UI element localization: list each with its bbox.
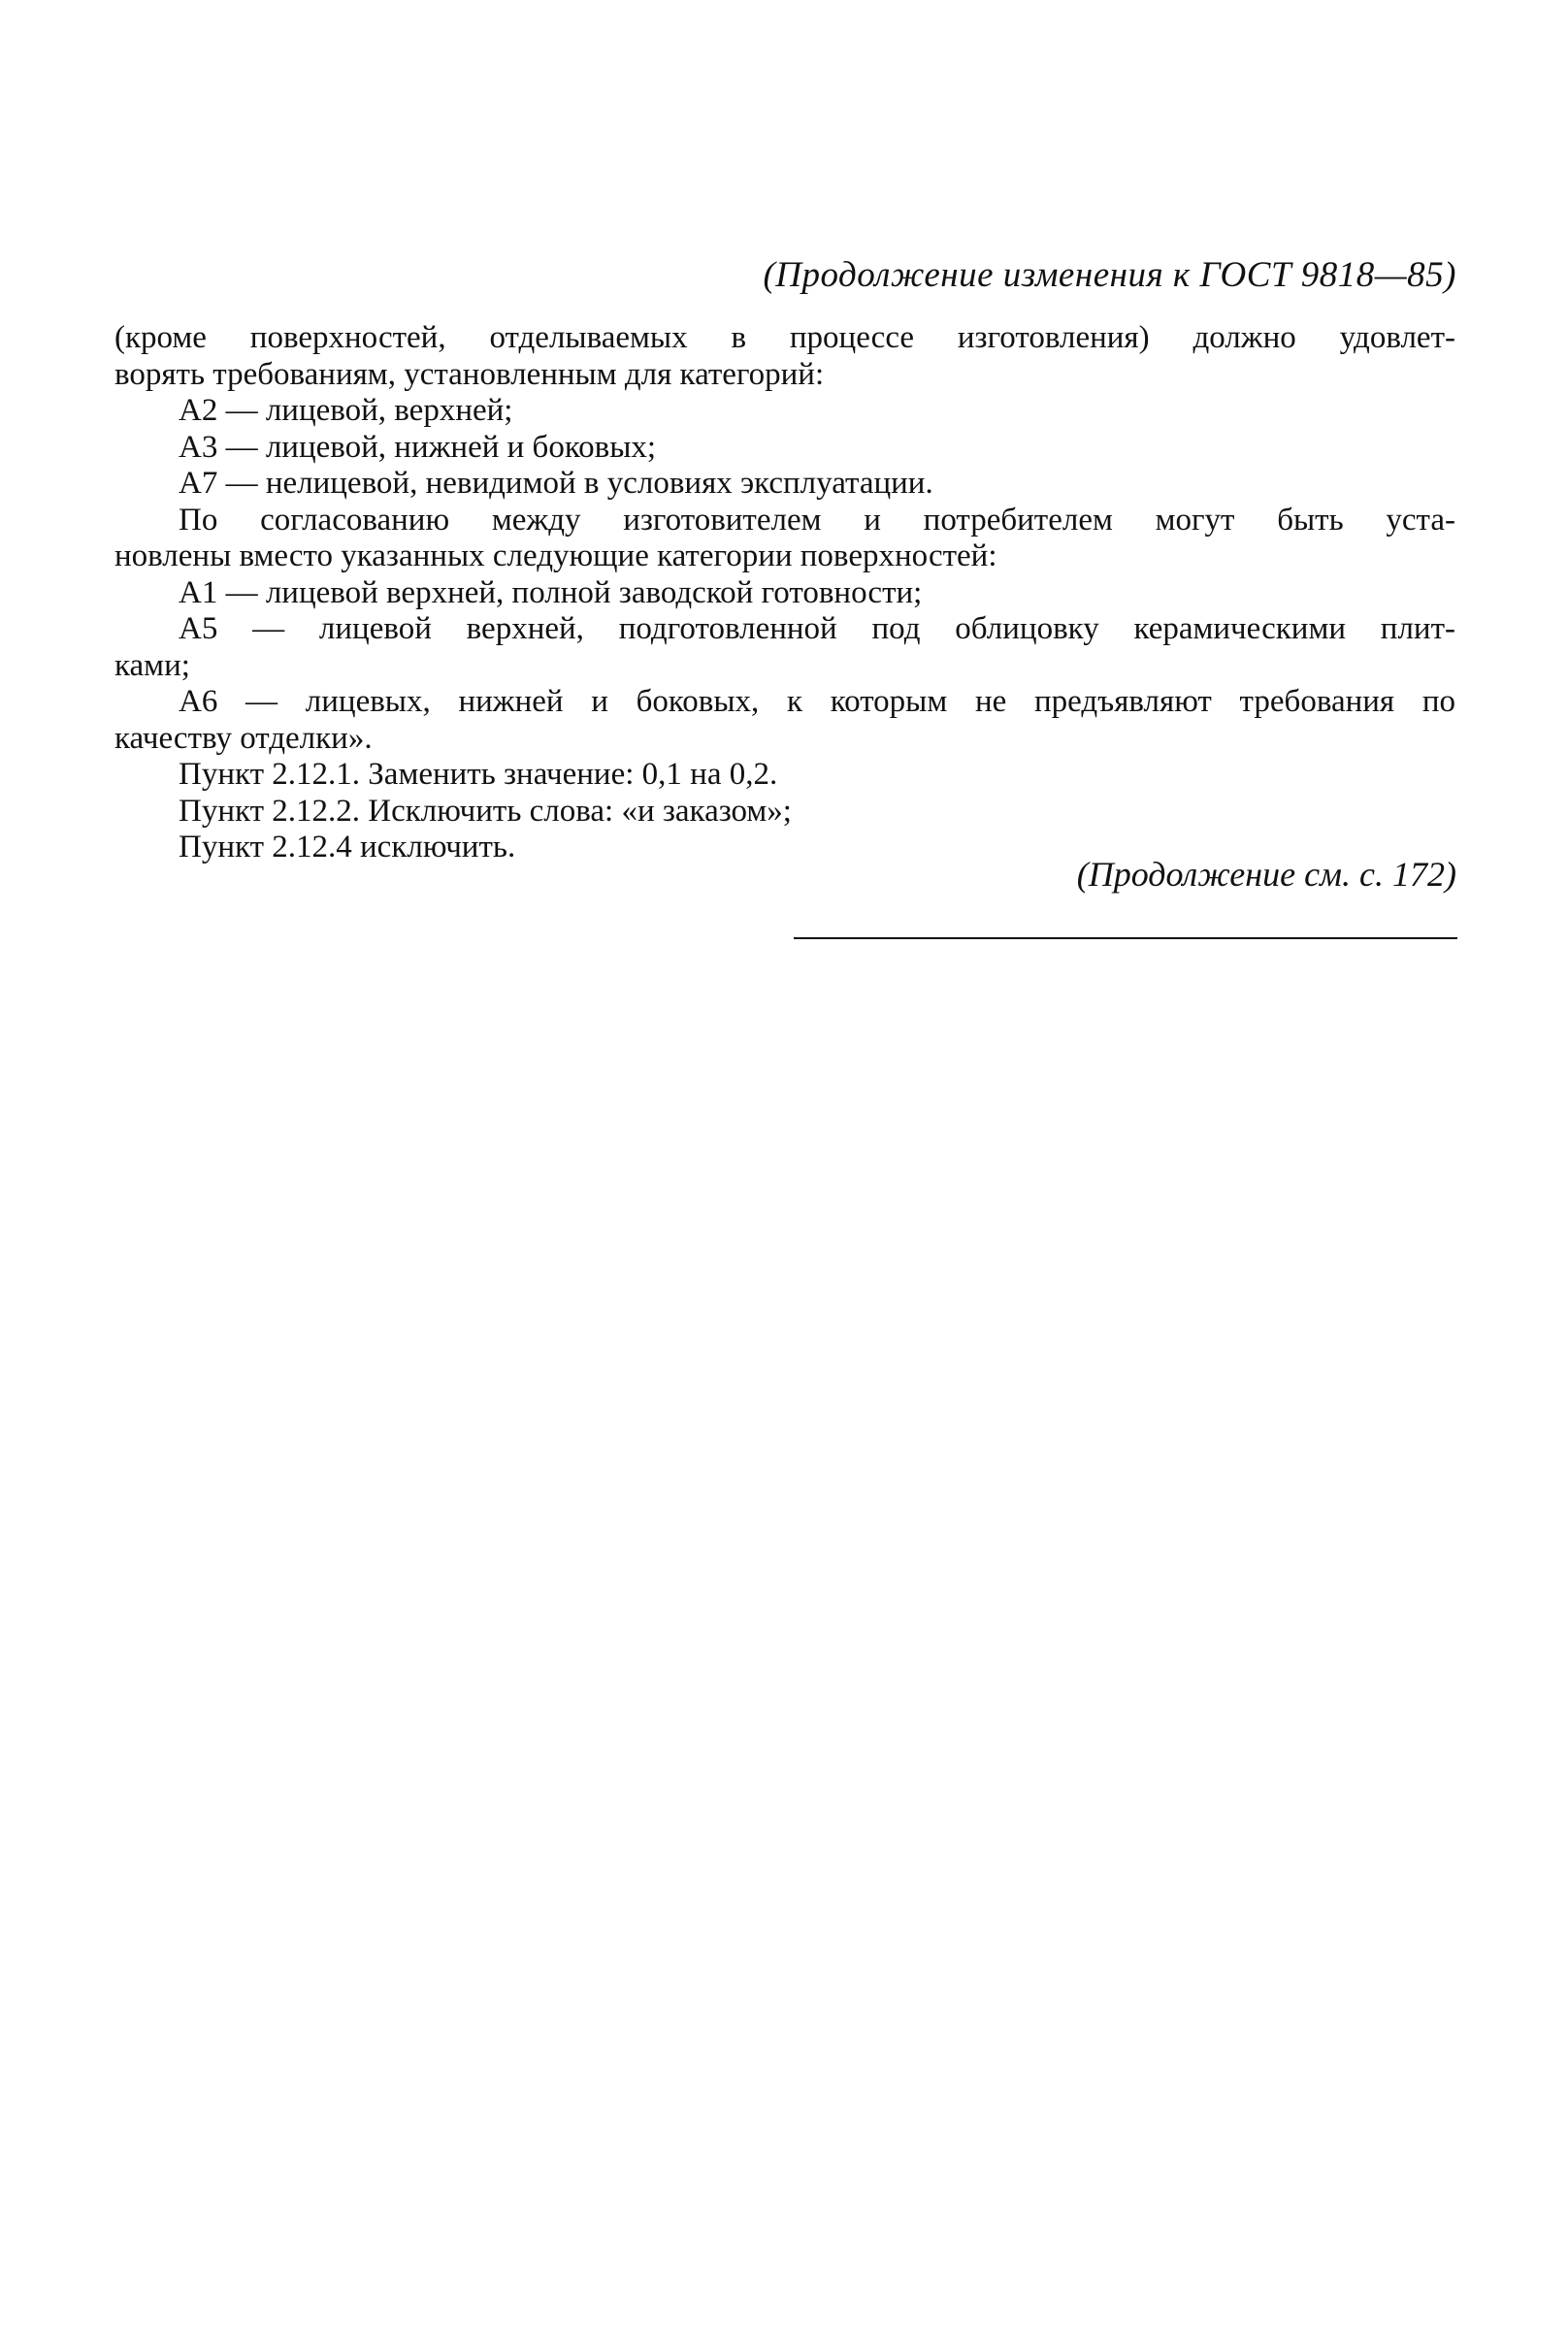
clause-2-12-1: Пункт 2.12.1. Заменить значение: 0,1 на 0,2. [179,757,778,792]
category-item-a1: А1 — лицевой верхней, полной заводской готовности; [179,574,923,610]
text-line: ками; [114,647,190,683]
category-item-a3: А3 — лицевой, нижней и боковых; [179,429,657,465]
continuation-header: (Продолжение изменения к ГОСТ 9818—85) [763,255,1456,295]
clause-2-12-2: Пункт 2.12.2. Исключить слова: «и заказом»; [179,793,792,829]
category-item-a6: А6 — лицевых, нижней и боковых, к которым не предъявляют требования по [179,684,1455,719]
category-item-a5: А5 — лицевой верхней, подготовленной под облицовку керамическими плит- [179,611,1455,646]
category-item-a7: А7 — нелицевой, невидимой в условиях эксплуатации. [179,466,933,501]
text-line: качеству отделки». [114,720,373,756]
continuation-note: (Продолжение см. с. 172) [1076,855,1456,894]
horizontal-rule [794,937,1457,939]
category-item-a2: А2 — лицевой, верхней; [179,393,513,428]
clause-2-12-4: Пункт 2.12.4 исключить. [179,830,516,864]
text-line: новлены вместо указанных следующие категории поверхностей: [114,538,997,573]
text-line: ворять требованиям, установленным для категорий: [114,356,825,392]
amendment-text [114,320,1455,866]
paragraph-start: По согласованию между изготовителем и потребителем могут быть уста- [179,502,1455,538]
text-line: (кроме поверхностей, отделываемых в процессе изготовления) должно удовлет- [114,320,1455,355]
